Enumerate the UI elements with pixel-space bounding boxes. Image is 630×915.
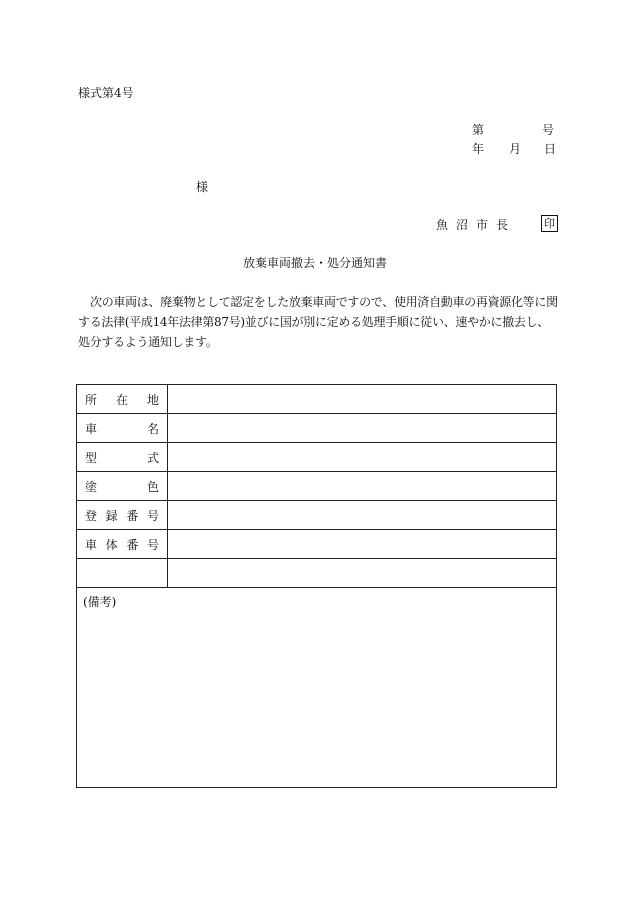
row-label-char: 在 <box>115 392 128 407</box>
row-label-char: 番 <box>126 537 139 552</box>
seal-mark: 印 <box>541 215 558 232</box>
notice-paragraph: 次の車両は、廃棄物として認定をした放棄車両ですので、使用済自動車の再資源化等に関する法律(平成14年法律第87号)並びに国が別に定める処理手順に従い、速やかに撤去し、処分するよう通知します。 <box>78 295 558 349</box>
row-label-char: 登 <box>85 508 98 523</box>
date-year-label: 年 <box>472 142 485 156</box>
row-label-char: 地 <box>146 392 159 407</box>
document-number-suffix: 号 <box>542 123 555 137</box>
row-label <box>77 414 168 443</box>
row-value[interactable] <box>168 559 557 588</box>
issuer-name: 魚沼市長 <box>436 218 517 232</box>
document-number-prefix: 第 <box>472 123 485 137</box>
notice-body <box>78 292 558 352</box>
row-label-char: 車 <box>85 537 98 552</box>
row-label-char: 名 <box>146 421 159 436</box>
remarks-cell[interactable] <box>77 588 557 788</box>
row-label-char: 車 <box>85 421 98 436</box>
row-label <box>77 501 168 530</box>
vehicle-info-table <box>76 384 557 788</box>
table-row <box>77 501 557 530</box>
row-label-char: 式 <box>146 450 159 465</box>
row-label <box>77 443 168 472</box>
row-label-char: 番 <box>126 508 139 523</box>
row-value[interactable] <box>168 443 557 472</box>
row-value[interactable] <box>168 414 557 443</box>
row-label <box>77 530 168 559</box>
date-month-label: 月 <box>509 142 522 156</box>
date-day-label: 日 <box>544 142 557 156</box>
table-row <box>77 443 557 472</box>
table-row <box>77 472 557 501</box>
remarks-row <box>77 588 557 788</box>
row-label-char: 所 <box>85 392 98 407</box>
row-label-char: 体 <box>105 537 118 552</box>
row-label-char: 色 <box>146 479 159 494</box>
row-value[interactable] <box>168 530 557 559</box>
row-value[interactable] <box>168 501 557 530</box>
addressee-suffix: 様 <box>196 180 209 194</box>
row-label-char: 録 <box>105 508 118 523</box>
row-label-char: 塗 <box>85 479 98 494</box>
row-value[interactable] <box>168 472 557 501</box>
table-row <box>77 414 557 443</box>
row-label-char: 型 <box>85 450 98 465</box>
table-row <box>77 385 557 414</box>
form-number: 様式第4号 <box>78 86 134 100</box>
table-row <box>77 559 557 588</box>
row-label <box>77 559 168 588</box>
row-label-char: 号 <box>146 508 159 523</box>
row-label <box>77 472 168 501</box>
table-row <box>77 530 557 559</box>
document-title: 放棄車両撤去・処分通知書 <box>242 256 387 270</box>
row-value[interactable] <box>168 385 557 414</box>
row-label <box>77 385 168 414</box>
remarks-label: (備考) <box>83 595 117 609</box>
row-label-char: 号 <box>146 537 159 552</box>
